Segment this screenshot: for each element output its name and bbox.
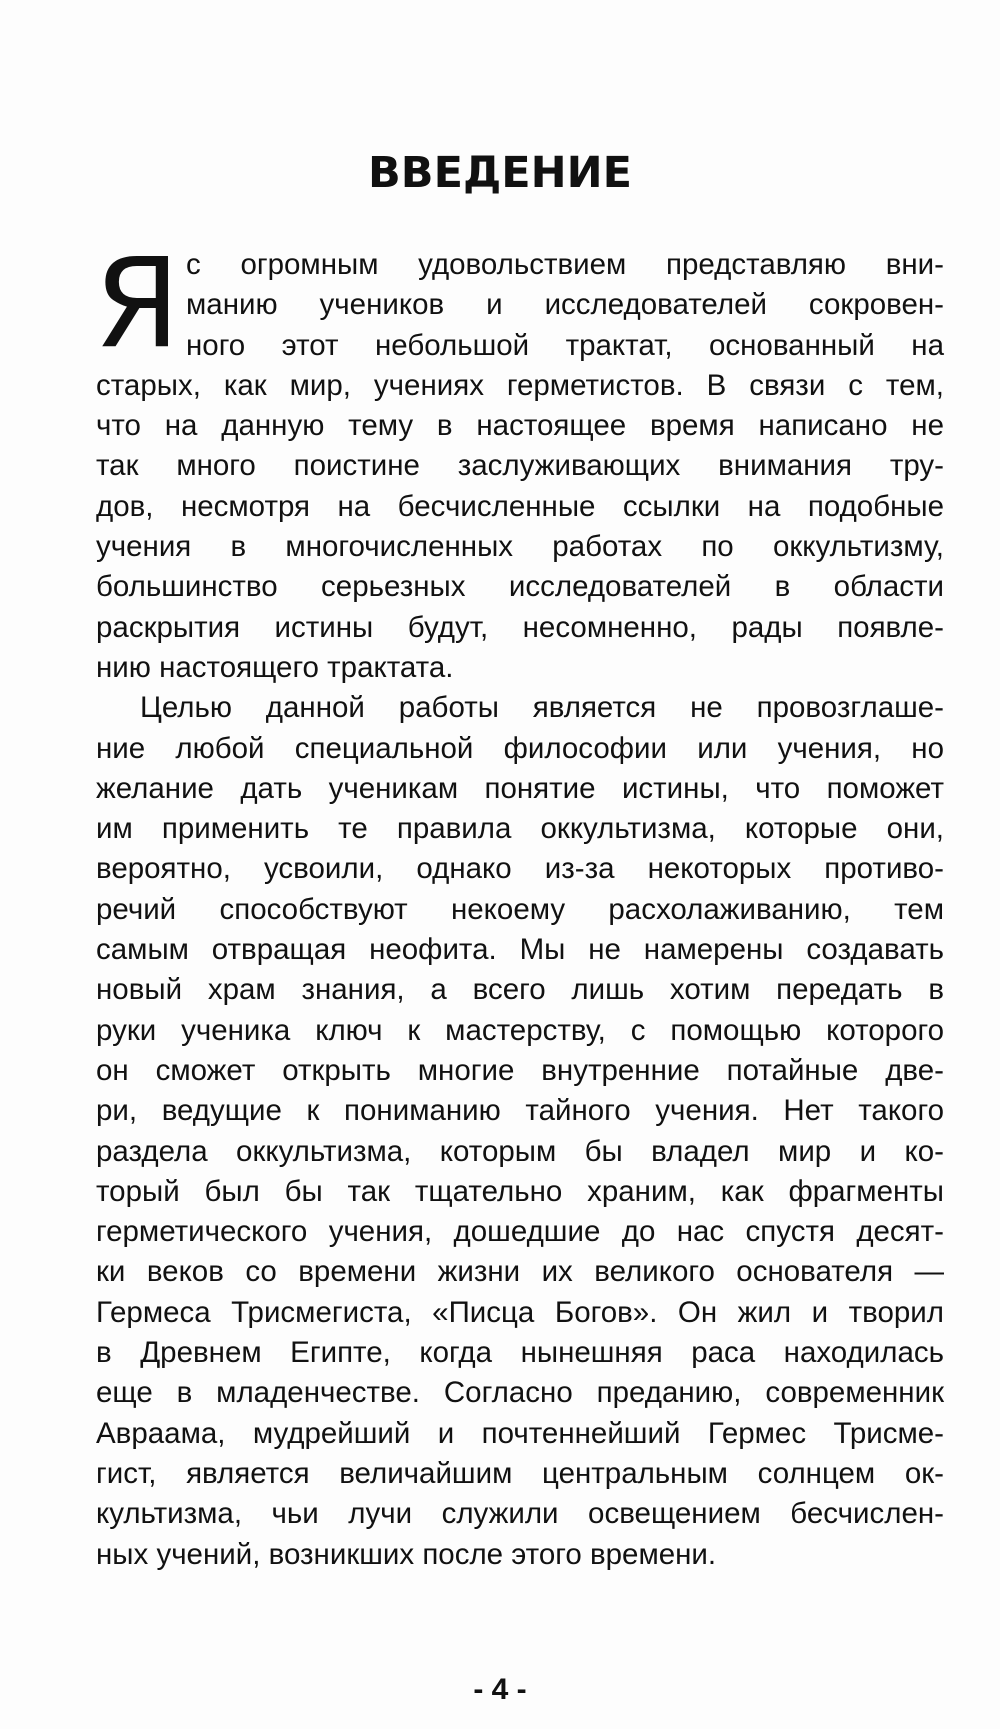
text-line: торый был бы так тщательно храним, как фрагменты <box>96 1174 944 1208</box>
text-line: Авраама, мудрейший и почтеннейший Гермес Трисме- <box>96 1416 944 1450</box>
text-line: речий способствуют некоему расхолаживанию, тем <box>96 892 944 926</box>
text-line: самым отвращая неофита. Мы не намерены создавать <box>96 933 944 967</box>
text-line: он сможет открыть многие внутренние потайные две- <box>96 1053 944 1087</box>
text-line: Гермеса Трисмегиста, «Писца Богов». Он жил и творил <box>96 1295 944 1329</box>
text-line: ного этот небольшой трактат, основанный на <box>186 328 944 362</box>
text-line: им применить те правила оккультизма, которые они, <box>96 812 944 846</box>
text-line: с огромным удовольствием представляю вни- <box>186 248 944 281</box>
text-line: ние любой специальной философии или учения, но <box>96 731 944 765</box>
text-line: в Древнем Египте, когда нынешняя раса находилась <box>96 1336 944 1370</box>
page-number: - 4 - <box>473 1673 527 1706</box>
text-line: гист, является величайшим центральным солнцем ок- <box>96 1456 944 1490</box>
text-line: нию настоящего трактата. <box>96 650 454 684</box>
text-line: ки веков со времени жизни их великого основателя — <box>96 1255 944 1289</box>
text-line: вероятно, усвоили, однако из-за некоторых противо- <box>96 852 944 886</box>
text-line: культизма, чьи лучи служили освещением бесчислен- <box>96 1497 944 1531</box>
text-line: новый храм знания, а всего лишь хотим передать в <box>96 973 944 1007</box>
body-text <box>94 232 944 1575</box>
text-line: ри, ведущие к пониманию тайного учения. Нет такого <box>96 1094 944 1128</box>
text-line: дов, несмотря на бесчисленные ссылки на подобные <box>96 489 944 523</box>
text-line: еще в младенчестве. Согласно преданию, современник <box>96 1376 944 1410</box>
text-line: учения в многочисленных работах по оккультизму, <box>96 530 944 564</box>
text-line: ных учений, возникших после этого времени. <box>96 1537 717 1571</box>
drop-cap: Я <box>94 232 181 376</box>
text-line: раскрытия истины будут, несомненно, рады появле- <box>96 610 944 644</box>
text-line: манию учеников и исследователей сокровен- <box>186 288 944 322</box>
text-line: желание дать ученикам понятие истины, что поможет <box>96 771 944 805</box>
text-line: что на данную тему в настоящее время написано не <box>96 409 944 443</box>
text-line: руки ученика ключ к мастерству, с помощью которого <box>96 1013 944 1047</box>
text-line: так много поистине заслуживающих внимания тру- <box>96 449 944 483</box>
chapter-title: ВВЕДЕНИЕ <box>368 148 632 198</box>
text-line: большинство серьезных исследователей в области <box>96 570 944 604</box>
text-line: раздела оккультизма, которым бы владел мир и ко- <box>96 1134 944 1168</box>
text-line: Целью данной работы является не провозглаше- <box>140 691 944 725</box>
text-line: герметического учения, дошедшие до нас спустя десят- <box>96 1215 944 1249</box>
text-line: старых, как мир, учениях герметистов. В связи с тем, <box>96 368 944 402</box>
